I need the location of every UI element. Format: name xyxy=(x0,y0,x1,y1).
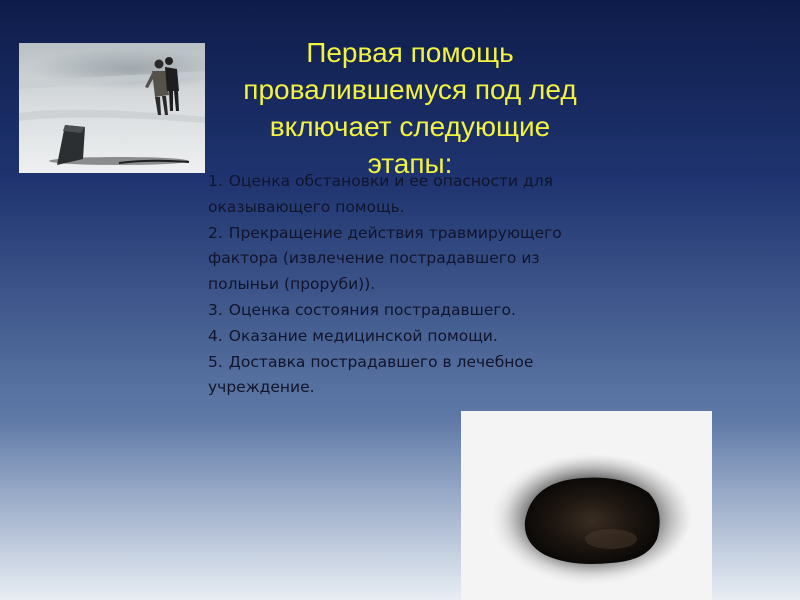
step-text: Оценка обстановки и ее опасности для оказывающего помощь. xyxy=(208,172,553,216)
step-text: Оценка состояния пострадавшего. xyxy=(228,300,516,319)
first-aid-steps-list xyxy=(208,169,598,401)
step-number: 5. xyxy=(208,352,223,371)
list-item xyxy=(208,324,598,350)
step-number: 1. xyxy=(208,172,223,190)
list-item xyxy=(208,221,598,298)
slide-title: Первая помощь провалившемуся под лед включает следующие этапы: xyxy=(243,37,577,179)
step-number: 3. xyxy=(208,300,223,319)
step-text: Оказание медицинской помощи. xyxy=(228,326,498,345)
step-number: 2. xyxy=(208,223,223,242)
step-text: Доставка пострадавшего в лечебное учреждение. xyxy=(208,352,534,397)
ice-hole-photo xyxy=(461,411,712,600)
list-item xyxy=(208,350,598,402)
step-text: Прекращение действия травмирующего фактора (извлечение пострадавшего из полыньи (проруби)). xyxy=(208,223,562,294)
step-number: 4. xyxy=(208,326,223,345)
ice-rescue-photo xyxy=(19,43,205,173)
list-item xyxy=(208,298,598,324)
list-item xyxy=(208,169,598,221)
